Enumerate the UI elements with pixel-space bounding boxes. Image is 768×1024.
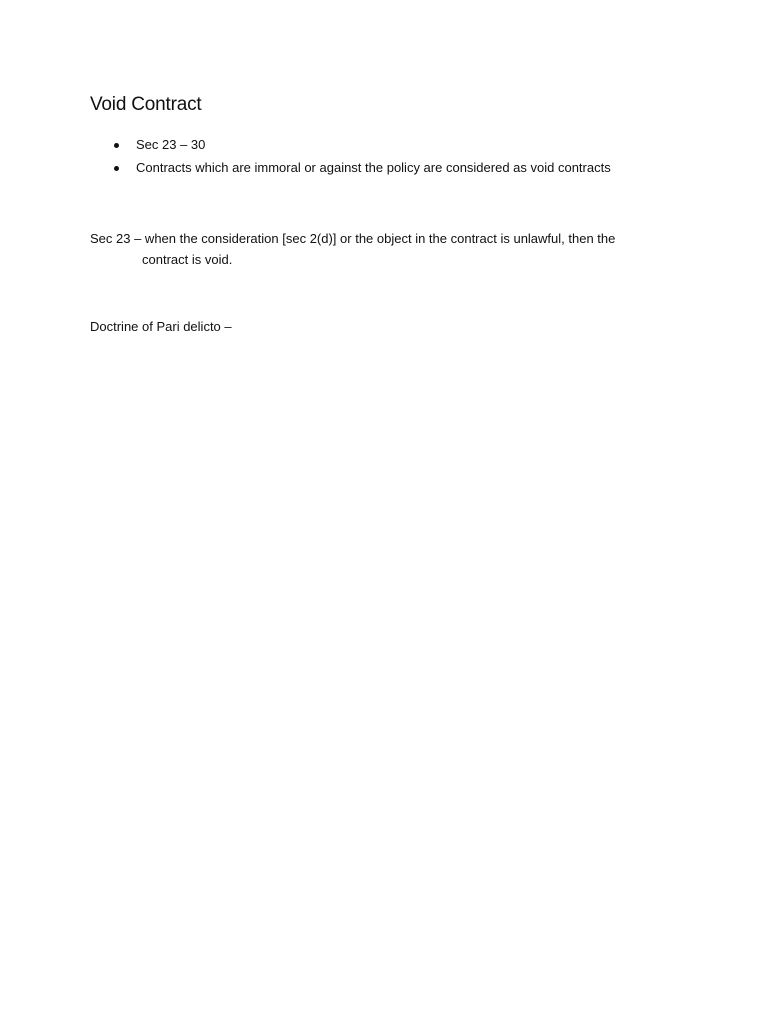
bullet-icon: [114, 143, 119, 148]
document-title: Void Contract: [90, 94, 202, 115]
bullet-icon: [114, 166, 119, 171]
bullet-text: Sec 23 – 30: [136, 137, 206, 152]
doctrine-heading: Doctrine of Pari delicto –: [90, 319, 232, 334]
paragraph-line-indented: contract is void.: [142, 252, 233, 267]
bullet-text: Contracts which are immoral or against the policy are considered as void contracts: [136, 160, 611, 175]
list-item: [90, 159, 611, 182]
bullet-list: [90, 136, 611, 182]
list-item: [90, 136, 611, 159]
section-paragraph: [90, 228, 690, 270]
paragraph-line: Sec 23 – when the consideration [sec 2(d)] or the object in the contract is unlawful, then the: [90, 231, 616, 246]
